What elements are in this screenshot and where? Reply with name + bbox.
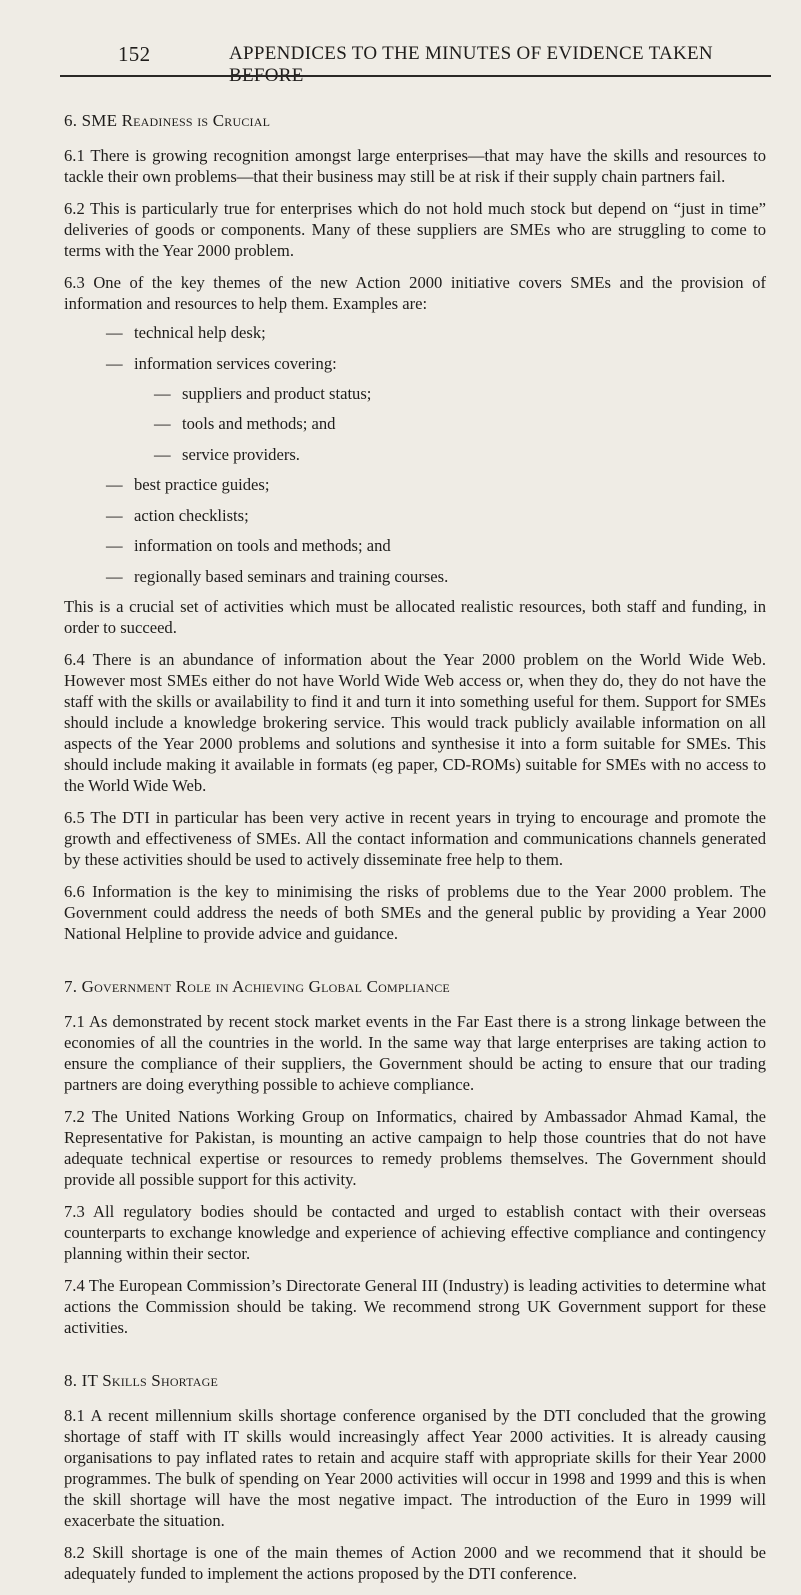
list-item-text: best practice guides; bbox=[134, 475, 270, 494]
list-item-text: regionally based seminars and training courses. bbox=[134, 566, 449, 586]
running-title: APPENDICES TO THE MINUTES OF EVIDENCE TAKEN BEFORE bbox=[229, 43, 713, 86]
list-item-text: technical help desk; bbox=[134, 323, 266, 342]
dash-bullet: — bbox=[106, 353, 123, 373]
list-item-text: tools and methods; and bbox=[182, 414, 336, 433]
paragraph-8-1: 8.1 A recent millennium skills shortage conference organised by the DTI concluded that the growing shortage of staff with IT skills would increasingly affect Year 2000 activities. It is already causing organisations to pay inflated rates to retain and acquire staff with appropriate skills for their Year 2000 programmes. The bulk of spending on Year 2000 activities will occur in 1998 and 1999 and this is when the skill shortage will have the most negative impact. The introduction of the Euro in 1999 will exacerbate the situation. bbox=[64, 1406, 766, 1530]
list-item bbox=[106, 566, 766, 587]
dash-bullet: — bbox=[106, 536, 123, 555]
paragraph-6-3: 6.3 One of the key themes of the new Action 2000 initiative covers SMEs and the provision of information and resources to help them. Examples are: bbox=[64, 273, 766, 313]
paragraph-6-5: 6.5 The DTI in particular has been very active in recent years in trying to encourage and promote the growth and effectiveness of SMEs. All the contact information and communications channels generated by these activities should be used to actively disseminate free help to them. bbox=[64, 808, 766, 869]
dash-bullet: — bbox=[154, 444, 171, 464]
list-item bbox=[106, 322, 766, 343]
section-heading-6 bbox=[64, 110, 766, 131]
list-item-text: action checklists; bbox=[134, 505, 249, 525]
sub-list bbox=[106, 383, 766, 465]
list-item-text: information services covering: bbox=[134, 353, 337, 373]
section-heading-8 bbox=[64, 1370, 766, 1391]
section-title: Government Role in Achieving Global Compliance bbox=[81, 977, 450, 996]
list-item bbox=[106, 474, 766, 495]
dash-bullet: — bbox=[106, 505, 123, 525]
sub-list-item bbox=[154, 444, 766, 465]
examples-list bbox=[64, 322, 766, 587]
sub-list-item bbox=[154, 383, 766, 404]
page-number: 152 bbox=[118, 42, 151, 66]
dash-bullet: — bbox=[154, 414, 171, 433]
section-number: 6. bbox=[64, 111, 78, 130]
section-number: 7. bbox=[64, 977, 78, 996]
list-item-text: information on tools and methods; and bbox=[134, 536, 391, 555]
paragraph-6-1: 6.1 There is growing recognition amongst large enterprises—that may have the skills and resources to tackle their own problems—that their business may still be at risk if their supply chain partners fail. bbox=[64, 146, 766, 186]
paragraph-6-6: 6.6 Information is the key to minimising the risks of problems due to the Year 2000 problem. The Government could address the needs of both SMEs and the general public by providing a Year 2000 National Helpline to provide advice and guidance. bbox=[64, 882, 766, 943]
list-item bbox=[106, 535, 766, 556]
paragraph-7-4: 7.4 The European Commission’s Directorate General III (Industry) is leading activities to determine what actions the Commission should be taking. We recommend strong UK Government support for these activities. bbox=[64, 1276, 766, 1337]
section-title: IT Skills Shortage bbox=[81, 1371, 218, 1390]
section-title: SME Readiness is Crucial bbox=[81, 111, 271, 130]
list-item bbox=[106, 353, 766, 465]
dash-bullet: — bbox=[106, 475, 123, 494]
paragraph-7-1: 7.1 As demonstrated by recent stock market events in the Far East there is a strong linkage between the economies of all the countries in the world. In the same way that large enterprises are taking action to ensure the compliance of their suppliers, the Government should be acting to ensure that our trading partners are doing everything possible to achieve compliance. bbox=[64, 1012, 766, 1094]
sub-list-item bbox=[154, 413, 766, 434]
paragraph-7-3: 7.3 All regulatory bodies should be contacted and urged to establish contact with their overseas counterparts to exchange knowledge and experience of achieving effective compliance and contingency planning within their sector. bbox=[64, 1202, 766, 1263]
header-rule bbox=[60, 75, 771, 77]
section-number: 8. bbox=[64, 1371, 78, 1390]
paragraph-after-list: This is a crucial set of activities which must be allocated realistic resources, both staff and funding, in order to succeed. bbox=[64, 597, 766, 637]
list-item-text: suppliers and product status; bbox=[182, 383, 372, 403]
section-heading-7 bbox=[64, 976, 766, 997]
paragraph-6-4: 6.4 There is an abundance of information about the Year 2000 problem on the World Wide Web. However most SMEs either do not have World Wide Web access or, when they do, they do not have the staff with the skills or availability to find it and turn it into something useful for them. Support for SMEs should include a knowledge brokering service. This would track publicly available information on all aspects of the Year 2000 problems and solutions and synthesise it into a form suitable for SMEs. This should include making it available in formats (eg paper, CD-ROMs) suitable for SMEs with no access to the World Wide Web. bbox=[64, 650, 766, 795]
dash-bullet: — bbox=[106, 566, 123, 586]
paragraph-8-2: 8.2 Skill shortage is one of the main themes of Action 2000 and we recommend that it should be adequately funded to implement the actions proposed by the DTI conference. bbox=[64, 1543, 766, 1583]
paragraph-7-2: 7.2 The United Nations Working Group on Informatics, chaired by Ambassador Ahmad Kamal, the Representative for Pakistan, is mounting an active campaign to help those countries that do not have adequate technical expertise or resources to remedy problems themselves. The Government should provide all possible support for this activity. bbox=[64, 1107, 766, 1189]
dash-bullet: — bbox=[106, 323, 123, 342]
list-item-text: service providers. bbox=[182, 444, 300, 464]
paragraph-6-2: 6.2 This is particularly true for enterprises which do not hold much stock but depend on “just in time” deliveries of goods or components. Many of these suppliers are SMEs who are struggling to come to terms with the Year 2000 problem. bbox=[64, 199, 766, 260]
document-body bbox=[64, 86, 766, 1595]
list-item bbox=[106, 505, 766, 526]
dash-bullet: — bbox=[154, 383, 171, 403]
